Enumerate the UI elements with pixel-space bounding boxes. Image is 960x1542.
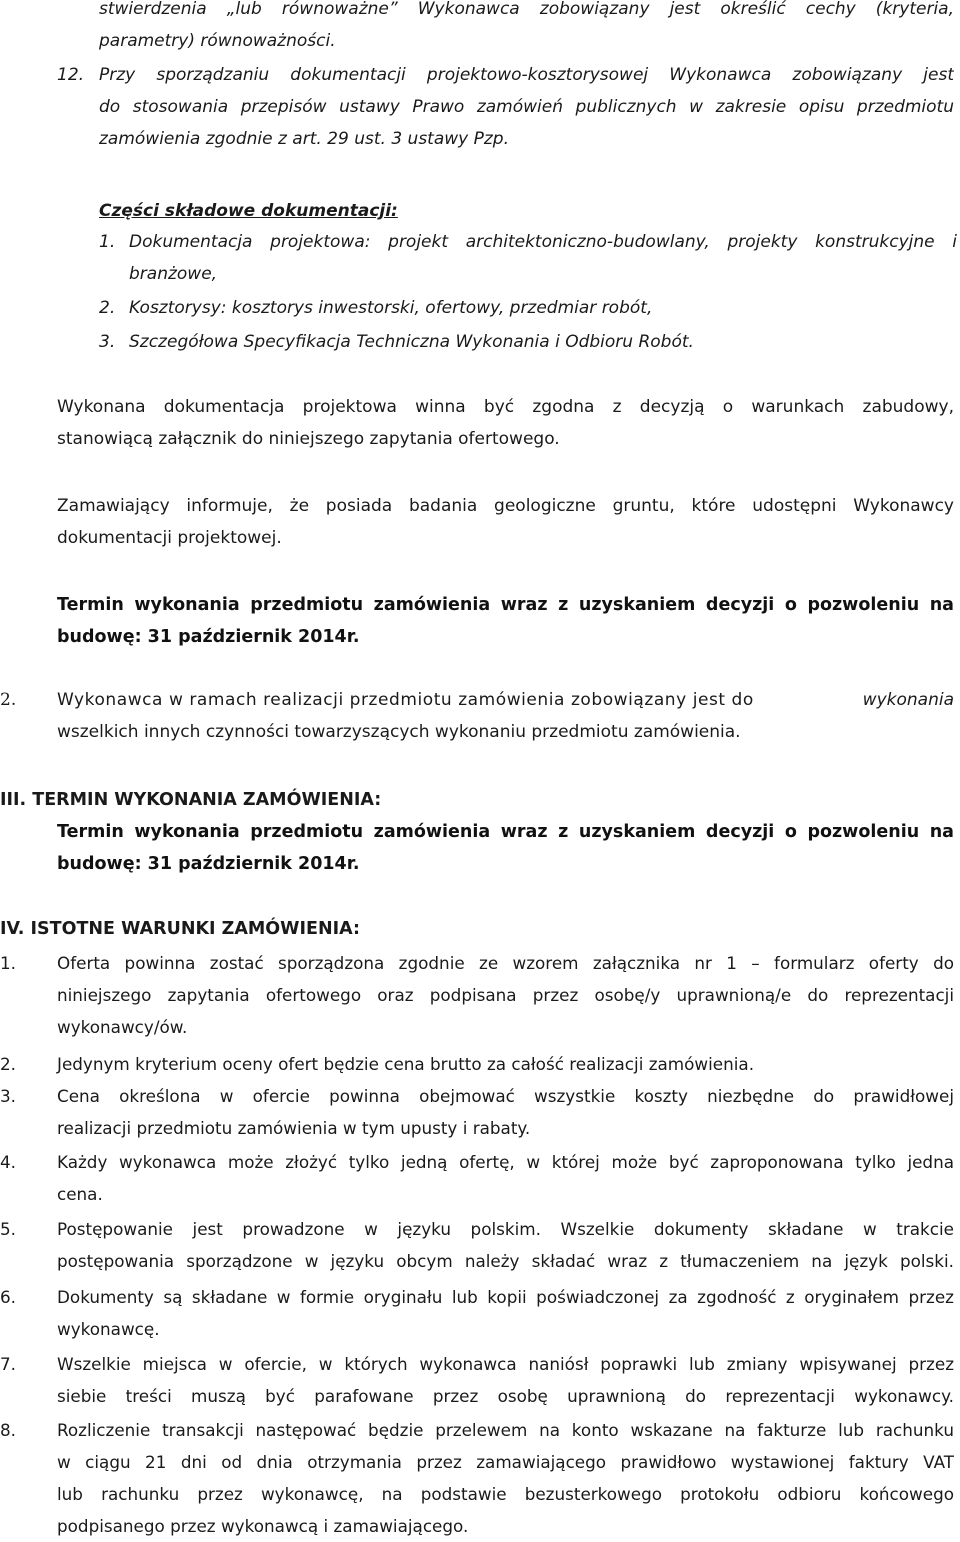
condition-line: wykonawcy/ów.	[57, 1017, 188, 1037]
condition-line: Cena określona w ofercie powinna obejmować wszystkie koszty niezbędne do prawidłowej	[57, 1086, 954, 1106]
condition-number: 7.	[0, 1354, 17, 1374]
condition-line: Oferta powinna zostać sporządzona zgodnie ze wzorem załącznika nr 1 – formularz oferty do	[57, 953, 954, 973]
deadline-line-2: budowę: 31 październik 2014r.	[57, 627, 360, 647]
geology-line-2: dokumentacji projektowej.	[57, 528, 282, 548]
decision-paragraph	[57, 391, 954, 455]
point-2-line-2: wszelkich innych czynności towarzyszących wykonaniu przedmiotu zamówienia.	[57, 722, 741, 742]
condition-number: 5.	[0, 1219, 17, 1239]
condition-number: 3.	[0, 1086, 17, 1106]
parts-item-number: 1.	[99, 232, 116, 252]
condition-line: Każdy wykonawca może złożyć tylko jedną ofertę, w której może być zaproponowana tylko jedna	[57, 1152, 954, 1172]
point-12-line-3: zamówienia zgodnie z art. 29 ust. 3 ustawy Pzp.	[99, 129, 509, 149]
condition-number: 1.	[0, 953, 17, 973]
deadline-line-1: Termin wykonania przedmiotu zamówienia wraz z uzyskaniem decyzji o pozwoleniu na	[57, 595, 954, 615]
condition-line: podpisanego przez wykonawcą i zamawiającego.	[57, 1516, 469, 1536]
condition-number: 8.	[0, 1420, 17, 1440]
parts-item-line: Dokumentacja projektowa: projekt architektoniczno-budowlany, projekty konstrukcyjne i	[129, 232, 957, 252]
parts-item-number: 3.	[99, 332, 116, 352]
condition-line: Postępowanie jest prowadzone w języku polskim. Wszelkie dokumenty składane w trakcie	[57, 1219, 954, 1239]
point-2-line-1-italic: wykonania	[862, 690, 954, 710]
condition-line: cena.	[57, 1184, 103, 1204]
condition-line: Rozliczenie transakcji następować będzie przelewem na konto wskazane na fakturze lub rachunku	[57, 1420, 954, 1440]
intro-paragraph	[99, 0, 954, 57]
point-12-line-1: Przy sporządzaniu dokumentacji projektowo-kosztorysowej Wykonawca zobowiązany jest	[99, 65, 954, 85]
parts-heading: Części składowe dokumentacji:	[99, 201, 398, 221]
condition-line: Dokumenty są składane w formie oryginału lub kopii poświadczonej za zgodność z oryginałem przez	[57, 1287, 954, 1307]
condition-line: postępowania sporządzone w języku obcym należy składać wraz z tłumaczeniem na język polski.	[57, 1251, 954, 1271]
condition-line: siebie treści muszą być parafowane przez osobę uprawnioną do reprezentacji wykonawcy.	[57, 1386, 954, 1406]
condition-line: lub rachunku przez wykonawcę, na podstawie bezusterkowego protokołu odbioru końcowego	[57, 1484, 954, 1504]
point-2-number: 2.	[0, 690, 17, 710]
point-2-line-1-text: Wykonawca w ramach realizacji przedmiotu zamówienia zobowiązany jest do	[57, 690, 754, 710]
intro-line-1: stwierdzenia „lub równoważne” Wykonawca zobowiązany jest określić cechy (kryteria,	[99, 0, 954, 19]
condition-line: niniejszego zapytania ofertowego oraz podpisana przez osobę/y uprawnioną/e do reprezentacji	[57, 985, 954, 1005]
geology-paragraph	[57, 490, 954, 554]
section-3-deadline	[57, 816, 954, 880]
section-4-heading: IV. ISTOTNE WARUNKI ZAMÓWIENIA:	[0, 919, 360, 939]
section-3-heading: III. TERMIN WYKONANIA ZAMÓWIENIA:	[0, 790, 382, 810]
condition-line: Wszelkie miejsca w ofercie, w których wykonawca naniósł poprawki lub zmiany wpisywanej przez	[57, 1354, 954, 1374]
parts-item-line: Kosztorysy: kosztorys inwestorski, ofertowy, przedmiar robót,	[129, 298, 653, 318]
condition-line: realizacji przedmiotu zamówienia w tym upusty i rabaty.	[57, 1118, 531, 1138]
condition-line: w ciągu 21 dni od dnia otrzymania przez zamawiającego prawidłowo wystawionej faktury VAT	[57, 1452, 954, 1472]
point-12-line-2: do stosowania przepisów ustawy Prawo zamówień publicznych w zakresie opisu przedmiotu	[99, 97, 954, 117]
deadline-paragraph	[57, 589, 954, 653]
parts-item-number: 2.	[99, 298, 116, 318]
condition-line: Jedynym kryterium oceny ofert będzie cena brutto za całość realizacji zamówienia.	[57, 1054, 755, 1074]
section-3-line-2: budowę: 31 październik 2014r.	[57, 854, 360, 874]
condition-line: wykonawcę.	[57, 1319, 160, 1339]
geology-line-1: Zamawiający informuje, że posiada badania geologiczne gruntu, które udostępni Wykonawcy	[57, 496, 954, 516]
point-2-line-1	[57, 684, 954, 716]
decision-line-1: Wykonana dokumentacja projektowa winna być zgodna z decyzją o warunkach zabudowy,	[57, 397, 954, 417]
condition-number: 2.	[0, 1054, 17, 1074]
decision-line-2: stanowiącą załącznik do niniejszego zapytania ofertowego.	[57, 429, 560, 449]
section-3-line-1: Termin wykonania przedmiotu zamówienia wraz z uzyskaniem decyzji o pozwoleniu na	[57, 822, 954, 842]
condition-number: 4.	[0, 1152, 17, 1172]
condition-number: 6.	[0, 1287, 17, 1307]
intro-line-2: parametry) równoważności.	[99, 31, 336, 51]
point-12-number: 12.	[57, 65, 85, 85]
parts-item-line: Szczegółowa Specyfikacja Techniczna Wykonania i Odbioru Robót.	[129, 332, 694, 352]
parts-item-line: branżowe,	[129, 264, 218, 284]
